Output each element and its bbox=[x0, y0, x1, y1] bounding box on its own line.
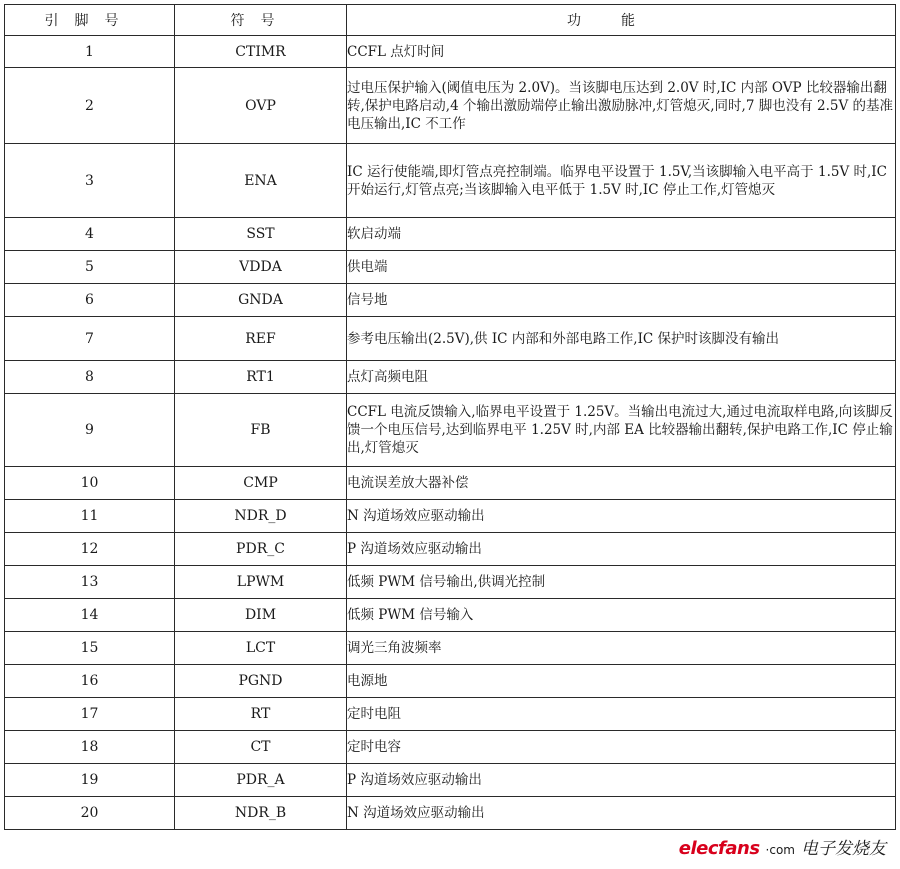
pin-function: 信号地 bbox=[347, 284, 896, 317]
pin-function: P 沟道场效应驱动输出 bbox=[347, 533, 896, 566]
pin-number: 4 bbox=[5, 218, 175, 251]
table-row bbox=[5, 797, 896, 830]
pin-number: 19 bbox=[5, 764, 175, 797]
table-row bbox=[5, 68, 896, 144]
pin-number: 20 bbox=[5, 797, 175, 830]
table-header-row bbox=[5, 5, 896, 36]
table-row bbox=[5, 467, 896, 500]
table-row bbox=[5, 144, 896, 218]
pin-function: 电源地 bbox=[347, 665, 896, 698]
pin-symbol: PDR_A bbox=[175, 764, 347, 797]
pin-symbol: OVP bbox=[175, 68, 347, 144]
pin-function: 参考电压输出(2.5V),供 IC 内部和外部电路工作,IC 保护时该脚没有输出 bbox=[347, 317, 896, 361]
watermark-chinese-name: 电子发烧友 bbox=[801, 839, 886, 859]
pin-number: 6 bbox=[5, 284, 175, 317]
pin-function: 定时电阻 bbox=[347, 698, 896, 731]
pin-symbol: RT bbox=[175, 698, 347, 731]
table-row bbox=[5, 284, 896, 317]
table-row bbox=[5, 36, 896, 68]
table-row bbox=[5, 698, 896, 731]
pin-function: 供电端 bbox=[347, 251, 896, 284]
pin-symbol: NDR_B bbox=[175, 797, 347, 830]
pin-symbol: REF bbox=[175, 317, 347, 361]
pin-symbol: RT1 bbox=[175, 361, 347, 394]
pin-number: 11 bbox=[5, 500, 175, 533]
table-row bbox=[5, 361, 896, 394]
watermark-domain: ·com bbox=[765, 843, 795, 857]
pin-function: 软启动端 bbox=[347, 218, 896, 251]
site-watermark bbox=[679, 834, 886, 859]
table-row bbox=[5, 500, 896, 533]
pin-number: 7 bbox=[5, 317, 175, 361]
pin-symbol: CT bbox=[175, 731, 347, 764]
table-row bbox=[5, 599, 896, 632]
pin-symbol: GNDA bbox=[175, 284, 347, 317]
table-row bbox=[5, 764, 896, 797]
pin-number: 17 bbox=[5, 698, 175, 731]
pin-number: 9 bbox=[5, 394, 175, 467]
table-row bbox=[5, 317, 896, 361]
pin-number: 12 bbox=[5, 533, 175, 566]
pin-number: 15 bbox=[5, 632, 175, 665]
pin-number: 16 bbox=[5, 665, 175, 698]
pin-function: CCFL 点灯时间 bbox=[347, 36, 896, 68]
pin-symbol: LPWM bbox=[175, 566, 347, 599]
pin-function: N 沟道场效应驱动输出 bbox=[347, 500, 896, 533]
pin-number: 14 bbox=[5, 599, 175, 632]
pin-symbol: PGND bbox=[175, 665, 347, 698]
header-symbol: 符号 bbox=[175, 5, 347, 36]
pin-number: 5 bbox=[5, 251, 175, 284]
pin-symbol: DIM bbox=[175, 599, 347, 632]
table-row bbox=[5, 533, 896, 566]
pin-symbol: FB bbox=[175, 394, 347, 467]
pin-symbol: NDR_D bbox=[175, 500, 347, 533]
pin-number: 13 bbox=[5, 566, 175, 599]
pin-function: CCFL 电流反馈输入,临界电平设置于 1.25V。当输出电流过大,通过电流取样电路,向该脚反馈一个电压信号,达到临界电平 1.25V 时,内部 EA 比较器输出翻转,保护电路工作,IC 停止输出,灯管熄灭 bbox=[347, 394, 896, 467]
table-row bbox=[5, 632, 896, 665]
pin-symbol: ENA bbox=[175, 144, 347, 218]
pin-number: 18 bbox=[5, 731, 175, 764]
header-function: 功能 bbox=[347, 5, 896, 36]
watermark-logo: elecfans bbox=[678, 838, 760, 859]
pin-function: 电流误差放大器补偿 bbox=[347, 467, 896, 500]
pin-function: 定时电容 bbox=[347, 731, 896, 764]
pin-function: 低频 PWM 信号输出,供调光控制 bbox=[347, 566, 896, 599]
pin-symbol: SST bbox=[175, 218, 347, 251]
pin-function: 点灯高频电阻 bbox=[347, 361, 896, 394]
pin-function: 低频 PWM 信号输入 bbox=[347, 599, 896, 632]
pin-symbol: CMP bbox=[175, 467, 347, 500]
pin-symbol: PDR_C bbox=[175, 533, 347, 566]
table-row bbox=[5, 566, 896, 599]
pin-function: N 沟道场效应驱动输出 bbox=[347, 797, 896, 830]
pin-function: 过电压保护输入(阈值电压为 2.0V)。当该脚电压达到 2.0V 时,IC 内部 OVP 比较器输出翻转,保护电路启动,4 个输出激励端停止输出激励脉冲,灯管熄灭,同时,7 脚也没有 2.5V 的基准电压输出,IC 不工作 bbox=[347, 68, 896, 144]
pin-number: 8 bbox=[5, 361, 175, 394]
header-pin-number: 引脚号 bbox=[5, 5, 175, 36]
pin-function: 调光三角波频率 bbox=[347, 632, 896, 665]
pin-symbol: CTIMR bbox=[175, 36, 347, 68]
table-row bbox=[5, 394, 896, 467]
pin-number: 3 bbox=[5, 144, 175, 218]
table-row bbox=[5, 218, 896, 251]
pin-number: 10 bbox=[5, 467, 175, 500]
table-row bbox=[5, 731, 896, 764]
pin-symbol: LCT bbox=[175, 632, 347, 665]
table-row bbox=[5, 251, 896, 284]
table-row bbox=[5, 665, 896, 698]
pin-symbol: VDDA bbox=[175, 251, 347, 284]
pin-function: P 沟道场效应驱动输出 bbox=[347, 764, 896, 797]
pin-function: IC 运行使能端,即灯管点亮控制端。临界电平设置于 1.5V,当该脚输入电平高于 1.5V 时,IC 开始运行,灯管点亮;当该脚输入电平低于 1.5V 时,IC 停止工作,灯管熄灭 bbox=[347, 144, 896, 218]
pin-function-table bbox=[4, 4, 896, 830]
pin-number: 2 bbox=[5, 68, 175, 144]
pin-number: 1 bbox=[5, 36, 175, 68]
